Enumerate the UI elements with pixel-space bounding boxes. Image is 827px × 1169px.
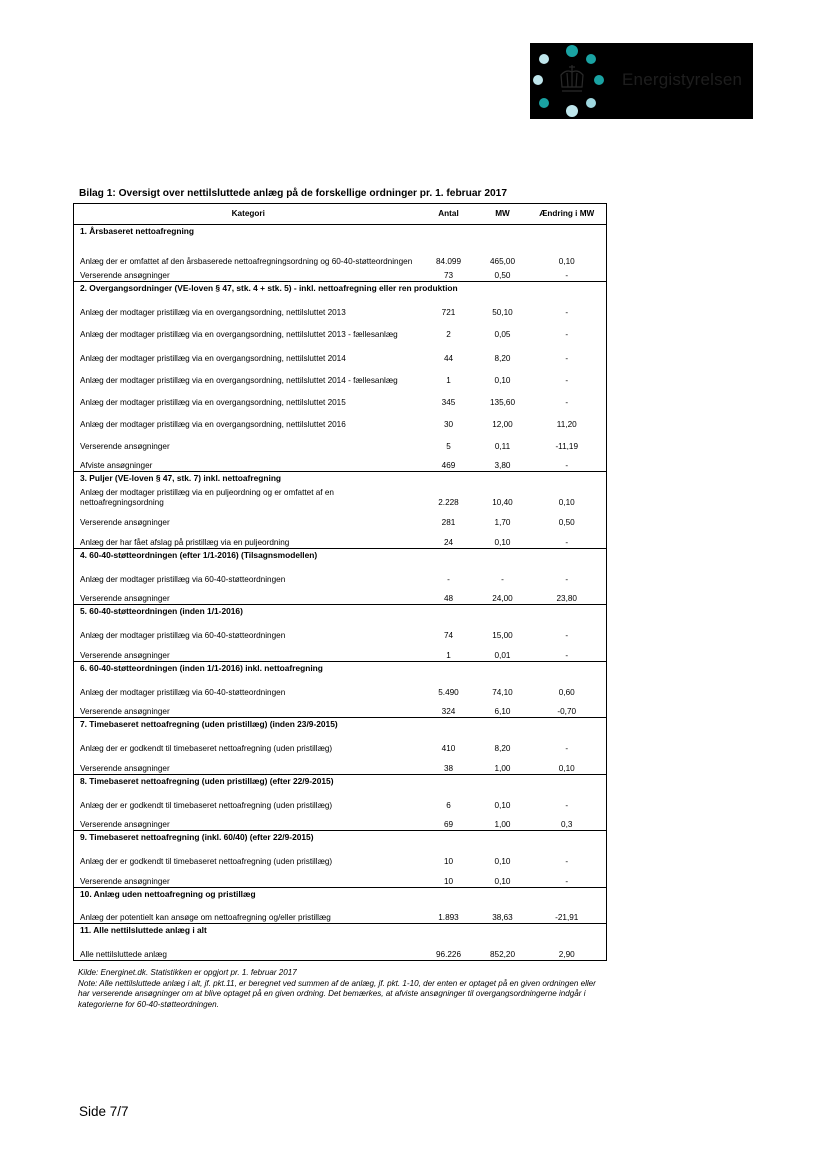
row-change: 0,10 bbox=[558, 763, 575, 773]
crown-icon bbox=[557, 63, 587, 95]
logo-wordmark: Energistyrelsen bbox=[622, 70, 743, 89]
table-row bbox=[74, 267, 607, 281]
section-title: 11. Alle nettilsluttede anlæg i alt bbox=[74, 924, 607, 937]
table-row bbox=[74, 318, 607, 340]
row-change: - bbox=[565, 650, 569, 660]
row-change: - bbox=[565, 397, 569, 407]
page-number: Side 7/7 bbox=[79, 1104, 129, 1119]
row-mw: 15,00 bbox=[492, 631, 513, 640]
row-change: - bbox=[565, 375, 569, 385]
row-count: 10 bbox=[443, 876, 454, 886]
row-mw: 465,00 bbox=[489, 257, 516, 266]
row-mw: 1,00 bbox=[494, 763, 511, 773]
row-change: 0,50 bbox=[558, 518, 575, 527]
row-count: 24 bbox=[443, 537, 454, 547]
row-count: 5.490 bbox=[438, 687, 459, 697]
row-mw: 10,40 bbox=[492, 498, 513, 507]
header-change: Ændring i MW bbox=[528, 204, 607, 225]
row-description: Verserende ansøgninger bbox=[80, 707, 170, 716]
row-change: 0,10 bbox=[558, 498, 575, 507]
row-count: 469 bbox=[441, 461, 456, 470]
table-row bbox=[74, 900, 607, 924]
row-count: - bbox=[447, 574, 450, 584]
row-mw: 1,00 bbox=[494, 820, 511, 829]
row-mw: 0,10 bbox=[494, 857, 511, 866]
header-mw: MW bbox=[478, 204, 528, 225]
table-row bbox=[74, 508, 607, 528]
section-header-row bbox=[74, 718, 607, 731]
row-description: Anlæg der modtager pristillæg via en overgangsordning, nettilsluttet 2016 bbox=[80, 419, 346, 429]
row-change: 0,3 bbox=[561, 820, 573, 829]
section-header-row bbox=[74, 548, 607, 561]
section-title: 10. Anlæg uden nettoafregning og pristillæg bbox=[74, 887, 607, 900]
row-description: Verserende ansøgninger bbox=[80, 763, 170, 773]
table-row bbox=[74, 452, 607, 472]
row-description: Anlæg der er godkendt til timebaseret nettoafregning (uden pristillæg) bbox=[80, 857, 333, 866]
table-row bbox=[74, 730, 607, 754]
row-change: - bbox=[565, 744, 569, 753]
row-mw: 0,10 bbox=[494, 375, 511, 385]
row-description: Verserende ansøgninger bbox=[80, 441, 170, 451]
row-mw: 0,05 bbox=[494, 329, 511, 339]
row-count: 2 bbox=[446, 329, 451, 339]
row-change: - bbox=[565, 574, 569, 584]
row-change: - bbox=[565, 461, 569, 470]
row-count: 74 bbox=[443, 631, 454, 640]
section-header-row bbox=[74, 605, 607, 618]
table-row bbox=[74, 641, 607, 661]
table-row bbox=[74, 340, 607, 364]
table-row bbox=[74, 811, 607, 831]
row-count: 48 bbox=[443, 594, 454, 603]
page-title: Bilag 1: Oversigt over nettilsluttede anlæg på de forskellige ordninger pr. 1. februar 2017 bbox=[79, 188, 507, 199]
row-mw: 0,10 bbox=[494, 537, 511, 547]
logo-dot-icon bbox=[539, 54, 549, 64]
row-description: Verserende ansøgninger bbox=[80, 650, 170, 660]
row-count: 73 bbox=[443, 270, 454, 280]
row-description: Anlæg der modtager pristillæg via 60-40-støtteordningen bbox=[80, 687, 286, 697]
row-count: 281 bbox=[441, 518, 456, 527]
row-mw: 8,20 bbox=[494, 744, 511, 753]
section-header-row bbox=[74, 887, 607, 900]
header-count: Antal bbox=[420, 204, 478, 225]
row-description: Anlæg der modtager pristillæg via en puljeordning og er omfattet af en nettoafregningsordning bbox=[80, 488, 334, 507]
row-mw: 0,01 bbox=[494, 650, 511, 660]
logo-dot-icon bbox=[533, 75, 543, 85]
table-row bbox=[74, 843, 607, 867]
section-title: 2. Overgangsordninger (VE-loven § 47, stk. 4 + stk. 5) - inkl. nettoafregning eller ren produktion bbox=[74, 281, 607, 294]
row-description: Anlæg der modtager pristillæg via en overgangsordning, nettilsluttet 2015 bbox=[80, 397, 346, 407]
header-category: Kategori bbox=[74, 204, 420, 225]
source-note: Kilde: Energinet.dk. Statistikken er opgjort pr. 1. februar 2017 bbox=[78, 968, 297, 977]
table-row bbox=[74, 386, 607, 408]
table-row bbox=[74, 237, 607, 267]
row-mw: 50,10 bbox=[492, 307, 513, 317]
row-mw: 6,10 bbox=[494, 707, 511, 716]
table-row bbox=[74, 867, 607, 887]
section-title: 6. 60-40-støtteordningen (inden 1/1-2016) inkl. nettoafregning bbox=[74, 661, 607, 674]
installations-table bbox=[73, 203, 607, 961]
row-description: Verserende ansøgninger bbox=[80, 820, 170, 829]
row-change: - bbox=[565, 537, 569, 547]
row-count: 410 bbox=[441, 744, 456, 753]
row-count: 2.228 bbox=[438, 498, 459, 507]
logo-dot-icon bbox=[566, 105, 578, 117]
row-description: Verserende ansøgninger bbox=[80, 270, 170, 280]
row-count: 721 bbox=[441, 307, 456, 317]
row-description: Anlæg der modtager pristillæg via en overgangsordning, nettilsluttet 2013 - fællesanlæg bbox=[80, 329, 398, 339]
row-description: Verserende ansøgninger bbox=[80, 876, 170, 886]
row-description: Alle nettilsluttede anlæg bbox=[74, 936, 420, 960]
logo-dot-icon bbox=[586, 98, 596, 108]
row-description: Anlæg der modtager pristillæg via 60-40-støtteordningen bbox=[80, 574, 286, 584]
row-description: Verserende ansøgninger bbox=[80, 518, 170, 527]
row-count: 84.099 bbox=[435, 257, 462, 266]
section-title: 5. 60-40-støtteordningen (inden 1/1-2016) bbox=[74, 605, 607, 618]
row-count: 1.893 bbox=[438, 913, 459, 922]
row-change: 0,60 bbox=[558, 687, 575, 697]
row-count: 69 bbox=[443, 820, 454, 829]
row-count: 10 bbox=[443, 857, 454, 866]
logo-dot-icon bbox=[566, 45, 578, 57]
row-count: 30 bbox=[443, 419, 454, 429]
row-change: 0,10 bbox=[558, 257, 575, 266]
row-change: - bbox=[565, 800, 569, 810]
table-row bbox=[74, 585, 607, 605]
row-description: Anlæg der har fået afslag på pristillæg via en puljeordning bbox=[80, 537, 290, 547]
table-row bbox=[74, 787, 607, 811]
row-mw: 3,80 bbox=[494, 461, 511, 470]
row-count: 1 bbox=[446, 650, 451, 660]
section-title: 9. Timebaseret nettoafregning (inkl. 60/40) (efter 22/9-2015) bbox=[74, 831, 607, 844]
row-description: Anlæg der er godkendt til timebaseret nettoafregning (uden pristillæg) bbox=[80, 744, 333, 753]
section-title: 1. Årsbaseret nettoafregning bbox=[80, 226, 195, 236]
row-change: - bbox=[565, 270, 569, 280]
row-mw: 38,63 bbox=[492, 913, 513, 922]
row-mw: 1,70 bbox=[494, 518, 511, 527]
row-description: Anlæg der modtager pristillæg via en overgangsordning, nettilsluttet 2014 bbox=[80, 353, 346, 363]
logo-dot-icon bbox=[586, 54, 596, 64]
table-row bbox=[74, 754, 607, 774]
row-description: Anlæg der modtager pristillæg via en overgangsordning, nettilsluttet 2014 - fællesanlæg bbox=[80, 375, 398, 385]
row-count: 345 bbox=[441, 397, 456, 407]
row-count: 38 bbox=[443, 763, 454, 773]
row-change: 11,20 bbox=[556, 419, 577, 429]
row-change: - bbox=[565, 353, 569, 363]
section-title: 7. Timebaseret nettoafregning (uden pristillæg) (inden 23/9-2015) bbox=[74, 718, 607, 731]
logo-dot-icon bbox=[594, 75, 604, 85]
explanatory-note: Note: Alle nettilsluttede anlæg i alt, jf. pkt.11, er beregnet ved summen af de anlæg, jf. pkt. 1-10, der enten er optaget på en given ordningen eller har verserende ansøgninger om at blive optaget på en given ordning. Det bemærkes, at afviste ansøgninger til overgangsordningerne indgår i kategorierne for 60-40-støtteordningen. bbox=[78, 978, 596, 1009]
row-change: 23,80 bbox=[556, 594, 577, 603]
table-row bbox=[74, 364, 607, 386]
row-mw: - bbox=[501, 574, 504, 584]
table-header-row bbox=[74, 204, 607, 225]
table-body bbox=[74, 225, 607, 961]
row-description: Anlæg der potentielt kan ansøge om nettoafregning og/eller pristillæg bbox=[80, 913, 331, 922]
table-row bbox=[74, 674, 607, 698]
row-description: Anlæg der er godkendt til timebaseret nettoafregning (uden pristillæg) bbox=[80, 800, 333, 810]
row-mw: 74,10 bbox=[492, 687, 513, 697]
table-row bbox=[74, 936, 607, 960]
row-mw: 8,20 bbox=[494, 353, 511, 363]
row-change: -0,70 bbox=[557, 707, 577, 716]
row-count: 1 bbox=[446, 375, 451, 385]
table-row bbox=[74, 294, 607, 318]
section-header-row bbox=[74, 661, 607, 674]
table-row bbox=[74, 408, 607, 430]
row-mw: 852,20 bbox=[478, 936, 528, 960]
table-row bbox=[74, 561, 607, 585]
section-header-row bbox=[74, 281, 607, 294]
table-row bbox=[74, 430, 607, 452]
table-row bbox=[74, 698, 607, 718]
section-header-row bbox=[74, 472, 607, 485]
row-change: - bbox=[565, 329, 569, 339]
table-row bbox=[74, 484, 607, 508]
row-count: 96.226 bbox=[420, 936, 478, 960]
row-description: Verserende ansøgninger bbox=[80, 594, 170, 603]
section-title: 8. Timebaseret nettoafregning (uden pristillæg) (efter 22/9-2015) bbox=[74, 774, 607, 787]
row-description: Afviste ansøgninger bbox=[80, 461, 153, 470]
row-count: 6 bbox=[446, 800, 451, 810]
section-header-row bbox=[74, 924, 607, 937]
row-change: - bbox=[565, 307, 569, 317]
row-mw: 0,10 bbox=[494, 800, 511, 810]
section-header-row bbox=[74, 225, 607, 238]
section-title: 4. 60-40-støtteordningen (efter 1/1-2016) (Tilsagnsmodellen) bbox=[74, 548, 607, 561]
row-mw: 0,10 bbox=[494, 876, 511, 886]
row-mw: 0,11 bbox=[494, 441, 511, 451]
row-count: 44 bbox=[443, 353, 454, 363]
row-mw: 12,00 bbox=[492, 419, 513, 429]
row-change: -21,91 bbox=[555, 913, 579, 922]
section-header-row bbox=[74, 831, 607, 844]
row-description: Anlæg der er omfattet af den årsbaserede nettoafregningsordning og 60-40-støtteordningen bbox=[80, 257, 413, 266]
footnotes bbox=[78, 968, 608, 1010]
row-description: Anlæg der modtager pristillæg via en overgangsordning, nettilsluttet 2013 bbox=[80, 307, 346, 317]
row-change: - bbox=[565, 631, 569, 640]
row-count: 324 bbox=[441, 707, 456, 716]
row-change: 2,90 bbox=[528, 936, 607, 960]
row-change: -11,19 bbox=[555, 441, 579, 451]
logo-dot-icon bbox=[539, 98, 549, 108]
row-change: - bbox=[565, 857, 569, 866]
row-mw: 0,50 bbox=[494, 270, 511, 280]
row-mw: 24,00 bbox=[492, 594, 513, 603]
row-count: 5 bbox=[446, 441, 451, 451]
section-header-row bbox=[74, 774, 607, 787]
section-title: 3. Puljer (VE-loven § 47, stk. 7) inkl. nettoafregning bbox=[74, 472, 607, 485]
table-row bbox=[74, 617, 607, 641]
row-description: Anlæg der modtager pristillæg via 60-40-støtteordningen bbox=[80, 631, 286, 640]
row-change: - bbox=[565, 876, 569, 886]
row-mw: 135,60 bbox=[489, 397, 516, 407]
table-row bbox=[74, 528, 607, 548]
energistyrelsen-logo bbox=[530, 43, 753, 119]
